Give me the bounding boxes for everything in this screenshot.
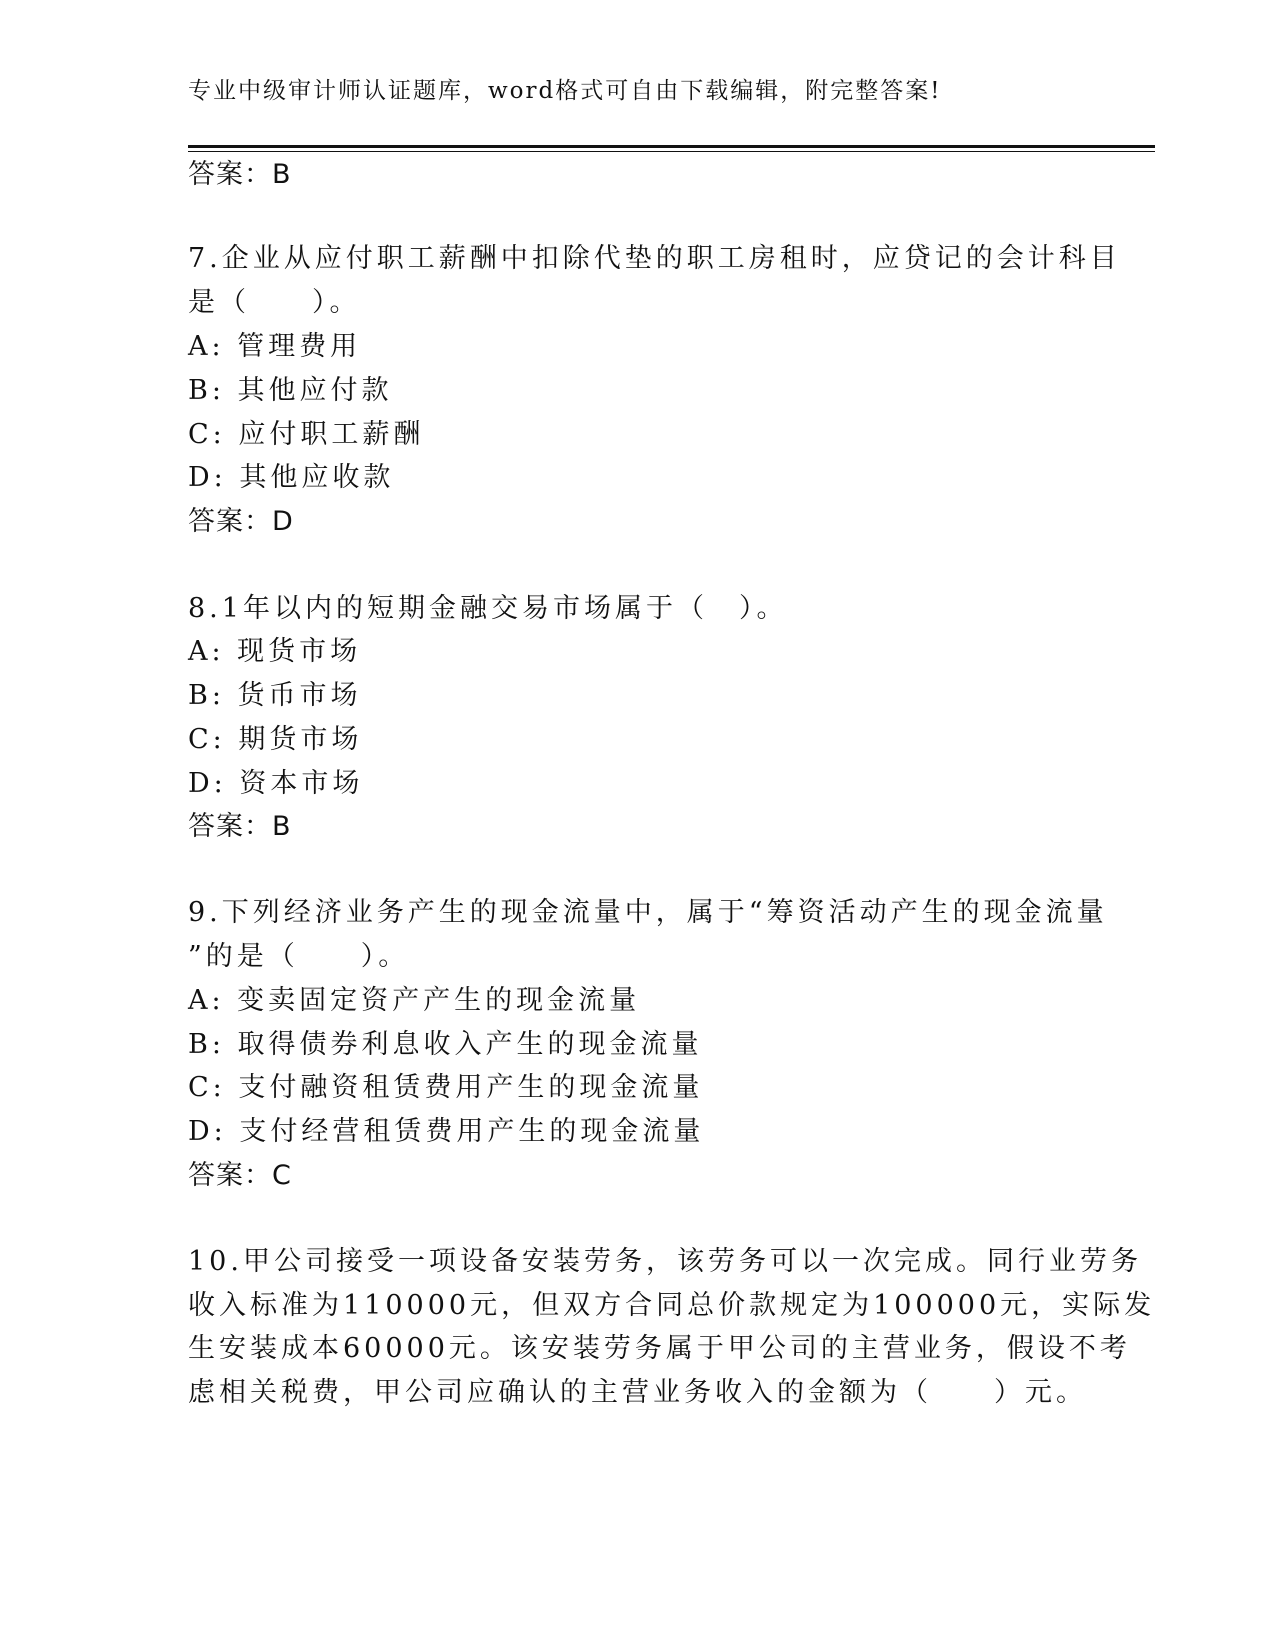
question-9-option-c: C: 支付融资租赁费用产生的现金流量 [188,1072,704,1103]
question-7-option-d: D: 其他应收款 [188,462,395,493]
question-8-option-b: B: 货币市场 [188,680,362,711]
answer-7: 答案：D [188,506,294,537]
question-9-option-b: B: 取得债券利息收入产生的现金流量 [188,1029,703,1060]
question-8-option-d: D: 资本市场 [188,768,364,799]
question-10-stem-cont-2: 生安装成本60000元。该安装劳务属于甲公司的主营业务，假设不考 [188,1333,1131,1364]
header-rule-thin [188,151,1155,152]
question-8-option-a: A: 现货市场 [188,636,362,667]
question-7-option-b: B: 其他应付款 [188,375,393,406]
answer-6: 答案：B [188,159,292,190]
question-9-option-d: D: 支付经营租赁费用产生的现金流量 [188,1116,705,1147]
question-9-stem-cont: ”的是（ ）。 [188,941,410,972]
header-rule [188,145,1155,148]
question-8-stem: 8.1年以内的短期金融交易市场属于（ ）。 [188,593,788,624]
question-7-stem: 7.企业从应付职工薪酬中扣除代垫的职工房租时，应贷记的会计科目 [188,243,1121,274]
answer-9: 答案：C [188,1160,292,1191]
question-7-option-a: A: 管理费用 [188,331,362,362]
question-10-stem-cont-3: 虑相关税费，甲公司应确认的主营业务收入的金额为（ ）元。 [188,1377,1087,1408]
question-7-option-c: C: 应付职工薪酬 [188,419,425,450]
question-10-stem: 10.甲公司接受一项设备安装劳务，该劳务可以一次完成。同行业劳务 [188,1246,1142,1277]
question-9-option-a: A: 变卖固定资产产生的现金流量 [188,985,641,1016]
question-9-stem: 9.下列经济业务产生的现金流量中，属于“筹资活动产生的现金流量 [188,897,1108,928]
page-header: 专业中级审计师认证题库，word格式可自由下载编辑，附完整答案! [188,78,942,104]
question-8-option-c: C: 期货市场 [188,724,363,755]
question-7-stem-cont: 是（ ）。 [188,287,361,318]
answer-8: 答案：B [188,811,292,842]
question-10-stem-cont-1: 收入标准为110000元，但双方合同总价款规定为100000元，实际发 [188,1290,1156,1321]
